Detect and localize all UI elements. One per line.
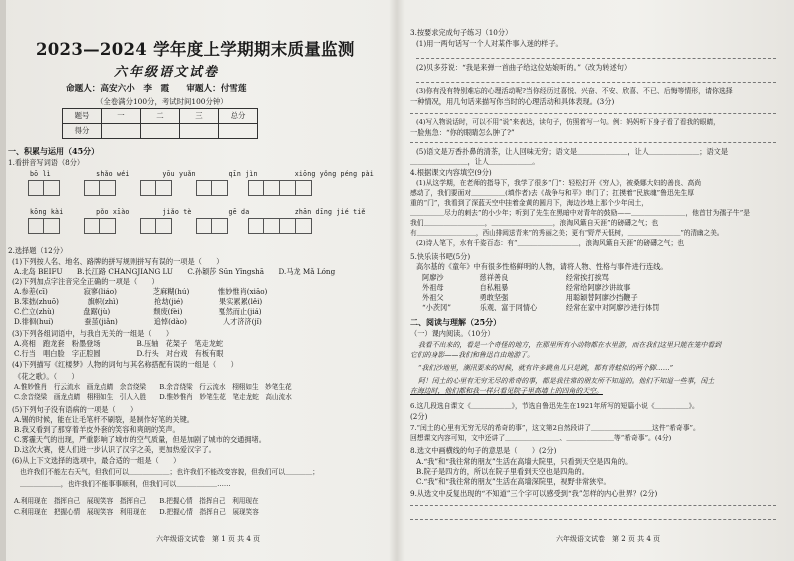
question-line: A.利用现在 指挥自己 展现笑容 指挥自己 B.把握心情 指挥自己 利用现在 <box>14 497 259 505</box>
answer-box[interactable] <box>264 218 280 234</box>
answer-box[interactable] <box>248 180 264 196</box>
pinyin: bō lì <box>30 170 51 178</box>
score-cell[interactable] <box>102 124 141 139</box>
answer-box[interactable] <box>140 218 156 234</box>
page-footer: 六年级语文试卷 第 1 页 共 4 页 <box>156 535 261 543</box>
section-2-heading: 二、阅读与理解（25分） <box>410 317 502 327</box>
question-5: 5.快乐读书吧(5分) <box>410 252 471 261</box>
answer-box[interactable] <box>28 218 44 234</box>
page-footer: 六年级语文试卷 第 2 页 共 4 页 <box>556 535 661 543</box>
reading-line: 阿！闰土的心里有无穷无尽的希奇的事，都是我往常的朋友所不知道的。他们不知道一些事，闰土 <box>418 377 715 385</box>
answer-box[interactable] <box>280 180 296 196</box>
question-4: 4.根据课文内容填空(9分) <box>410 168 492 177</box>
question-line: 有＿＿＿＿＿＿＿＿＿，西山排闼送青来”的秀丽之美；更有“野芹天低树，＿＿＿＿＿＿＿＿”的清幽之美。 <box>410 229 724 237</box>
pinyin: qīn jìn <box>228 170 258 178</box>
question-line: 6.这几段选自课文《＿＿＿＿＿＿》，节选自鲁迅先生在1921年所写的短篇小说《＿＿＿＿＿》。 <box>410 402 699 410</box>
question-2: 2.选择题（12分） <box>8 246 68 255</box>
matching-row: 阿廖沙 慈祥善良 经常挨打挨骂 <box>422 273 609 282</box>
question-line: 感动了，我们要面对＿＿＿＿＿(填作者)去《战争与和平》串门了；扛摸着“民族魂”鲁迅先生厚 <box>410 189 695 197</box>
matching-row: 外祖父 勇敢坚强 用聪颖替阿廖沙挡鞭子 <box>422 293 638 302</box>
answer-box[interactable] <box>84 180 100 196</box>
question-line: A.惟妙惟肖 行云流水 画龙点睛 余音绕梁 B.余音绕梁 行云流水 栩栩如生 妙笔生花 <box>14 383 292 391</box>
question-line: 7.“闰土的心里有无穷无尽的希奇的事”，这文第2自然段讲了＿＿＿＿＿＿＿＿＿这件“希奇事”。 <box>410 424 700 432</box>
question-line: (2)下列加点字注音完全正确的一项是（ ） <box>12 277 159 286</box>
pinyin: xiōng yǒng péng pài <box>294 170 374 178</box>
score-header: 一 <box>102 109 141 124</box>
answer-boxes-row-2 <box>28 218 312 234</box>
question-1: 1.看拼音写词语（8分） <box>8 158 85 167</box>
option-line: A.“我”和“我往常的朋友”生活在高墙大院里，只看到天空是四角的。 <box>416 457 633 466</box>
score-header: 三 <box>180 109 219 124</box>
answer-line[interactable] <box>416 82 776 83</box>
page-2 <box>406 0 790 561</box>
score-cell[interactable] <box>180 124 219 139</box>
answer-box[interactable] <box>280 218 296 234</box>
question-line: A.锡的时候，能在让毛笔杆不刷裂，是制作好笔的关键。 <box>14 415 194 424</box>
option-line: B.院子是四方的，所以在院子里看到天空也是四角的。 <box>416 467 589 476</box>
question-line: (2)诗人笔下，水有千姿百态：有“＿＿＿＿＿＿＿＿＿，浪淘风簸自天涯”的磅礴之气；也 <box>416 239 685 247</box>
question-line: 9.从选文中反复出现的“不知道”三个字可以感受到“我”怎样的内心世界？(2分) <box>410 489 658 498</box>
answer-line[interactable] <box>410 113 776 114</box>
question-line: (6)从上下文选择的选项中，最合适的一组是（ ） <box>12 456 181 465</box>
answer-line[interactable] <box>410 142 776 143</box>
question-line: 一脸焦急：“你的眼睛怎么肿了?” <box>410 128 515 137</box>
question-line: 回想课文内容可知，文中还讲了＿＿＿＿＿＿＿＿、＿＿＿＿＿＿＿等“希奇事”。(4分) <box>410 434 672 442</box>
exam-title: 2023—2024 学年度上学期期末质量监测 <box>36 40 355 59</box>
question-line: 我们＿＿＿＿＿＿＿＿＿，＿＿＿＿＿＿＿＿＿，浪淘风簸自天涯”的磅礴之气；也 <box>410 219 659 227</box>
exam-subtitle: 六年级语文试卷 <box>114 65 220 80</box>
reading-line: 它们的身影——我们和鲁迅自由地游了。 <box>410 351 535 359</box>
answer-box[interactable] <box>140 180 156 196</box>
question-line: A.亮相 跑龙套 粉墨登场 B.压轴 花架子 笔走龙蛇 <box>14 339 224 348</box>
reading-line: 在海边时，他们都和我一样只看见院子里高墙上的四角的天空。 <box>410 387 603 395</box>
question-line: (5)语文是万香扑鼻的清茶，让人回味无穷；语文是＿＿＿＿＿＿＿，让人＿＿＿＿＿＿＿；语文是 <box>416 147 729 156</box>
exam-note: （全卷满分100分，考试时间100分钟） <box>96 97 228 106</box>
answer-line[interactable] <box>410 505 776 506</box>
score-table <box>62 108 258 139</box>
question-line: B.笨拙(zhuō) 旗帜(zhì) 抢劫(jié) 果实累累(lěi) <box>14 297 263 306</box>
question-line: C.行当 唱白脸 字正腔圆 D.行头 对台戏 有板有眼 <box>14 349 224 358</box>
option-line: C.“我”和“我往常的朋友”生活在高墙深院里，视野非常狭窄。 <box>416 477 611 486</box>
reading-heading: （一）课内阅读。（10分） <box>410 329 495 338</box>
answer-box[interactable] <box>156 180 172 196</box>
pinyin: zhān dīng jié tiě <box>294 208 366 216</box>
pinyin-row-2 <box>30 208 366 216</box>
score-header: 题号 <box>63 109 102 124</box>
answer-box[interactable] <box>264 180 280 196</box>
reading-line: 我看不出来的，看是一个奇怪的地方，在那里所有小动物都在水里游，而在我们这里只能在笼中看到 <box>418 341 722 349</box>
answer-line[interactable] <box>410 519 776 520</box>
fill-in-line: 也许我们不能左右天气，但我们可以＿＿＿＿＿＿；也许我们不能改变容貌，但我们可以＿＿＿＿； <box>20 468 320 476</box>
question-line: C.利用现在 把握心情 展现笑容 利用现在 D.把握心情 指挥自己 展现笑容 <box>14 508 259 516</box>
score-header: 总分 <box>219 109 258 124</box>
answer-box[interactable] <box>100 218 116 234</box>
question-line: (5)下列句子没有语病的一项是（ ） <box>12 405 138 414</box>
page-1 <box>6 0 398 561</box>
question-line: 一种情况，用几句话来描写你当时的心理活动和具体表现。(3分) <box>410 97 615 106</box>
score-cell[interactable] <box>219 124 258 139</box>
pinyin: jiǎo tè <box>162 208 192 216</box>
pinyin-row-1 <box>30 170 374 178</box>
fill-in-line: ＿＿＿＿＿＿，也许我们不能事事顺利，但我们可以＿＿＿＿＿＿…… <box>20 480 231 488</box>
question-line: (1)下列按人名、地名、路牌的拼写规则拼写有误的一项是（ ） <box>12 257 224 266</box>
question-line: C.雾霾天气的出现，严重影响了城市的空气质量，但是加剧了城市的交通拥堵。 <box>14 435 266 444</box>
question-line: 《花之歌》。（ ） <box>14 372 79 381</box>
question-line: B.我又看到了那穿着羊皮外套的笑容和爽朗的笑声。 <box>14 425 180 434</box>
question-line: (4)下列描写《红楼梦》人物的词句与其名称搭配有误的一组是（ ） <box>12 360 238 369</box>
pinyin: shǎo wéi <box>96 170 130 178</box>
question-line: (1)从这学期，在老师的指导下，我学了很多“门”：轻松打开《穷人》，被桑娜大妇的善良、高尚 <box>416 179 702 187</box>
answer-boxes-row-1 <box>28 180 312 196</box>
matching-row: 外祖母 自私粗暴 经常给阿廖沙讲故事 <box>422 283 631 292</box>
answer-box[interactable] <box>156 218 172 234</box>
pinyin: yōu yuǎn <box>162 170 196 178</box>
score-row-label: 得分 <box>63 124 102 139</box>
answer-box[interactable] <box>296 180 312 196</box>
answer-box[interactable] <box>212 218 228 234</box>
question-line: A.参差(cī) 寂寥(liáo) 芝麻糊(hú) 惟妙惟肖(xiāo) <box>14 287 268 296</box>
question-line: (2)贝多芬说：“我是来弹一首曲子给这位姑娘听的。”（改为转述句） <box>416 63 632 72</box>
answer-box[interactable] <box>248 218 264 234</box>
score-header: 二 <box>141 109 180 124</box>
question-line: D.这次大赛，使人们进一步认识了汉字之美，更加热爱汉字了。 <box>14 445 216 454</box>
pinyin: kōng kài <box>30 208 64 216</box>
question-line: D.徘徊(huí) 蚕茧(jiǎn) 追悼(dào) 人才济济(jǐ) <box>14 317 262 326</box>
pinyin: pǒo xīào <box>96 208 130 216</box>
pinyin: gē da <box>228 208 250 216</box>
question-line: ＿＿＿＿＿＿＿＿，让人＿＿＿＿＿＿。 <box>410 157 540 166</box>
answer-box[interactable] <box>212 180 228 196</box>
score-cell[interactable] <box>141 124 180 139</box>
answer-box[interactable] <box>196 218 212 234</box>
answer-box[interactable] <box>28 180 44 196</box>
question-line: 8.选文中画横线的句子的意思是（ ）(2分) <box>410 446 557 455</box>
question-line: (3)下列各组词语中，与我自无关的一组是（ ） <box>12 329 174 338</box>
reading-line: “我们沙地里，潮汛要来的时候，就有许多跳鱼儿只是跳，都有青蛙似的两个脚……” <box>418 364 674 372</box>
answer-box[interactable] <box>44 218 60 234</box>
question-line: (3)你有没有特别难忘的心理活动呢?当你经历过喜悦、兴奋、不安、欣喜、不已、后悔等情形，请你选择 <box>416 87 733 95</box>
question-line: (2分) <box>410 412 428 421</box>
question-line: C.余音绕梁 画龙点睛 栩栩如生 引人入胜 D.惟妙惟肖 妙笔生花 笔走龙蛇 高山流水 <box>14 393 292 401</box>
question-line: 重的“门”，我看到了深蓝天空中挂着金黄的圆月下，海边沙地上那个少年闰土， <box>410 199 649 207</box>
answer-box[interactable] <box>100 180 116 196</box>
section-1-heading: 一、积累与运用（45分） <box>8 146 100 156</box>
exam-authors: 命题人：高安六小 李 霞 审题人：付雪莲 <box>66 84 247 94</box>
answer-box[interactable] <box>196 180 212 196</box>
answer-line[interactable] <box>416 58 776 59</box>
question-line: A.北岛 BEIFU B.长江路 CHANGJIANG LU C.孙颖莎 Sūn Yǐngshā D.马龙 Mǎ Lóng <box>14 267 336 276</box>
matching-row: “小茨冈” 乐观、富于同情心 经常在家中对阿廖沙进行体罚 <box>422 303 660 312</box>
question-line: 高尔基的《童年》中有很多性格鲜明的人物，请将人物、性格与事件进行连线。 <box>416 262 668 271</box>
question-line: ＿＿＿＿＿尽力的刺去”的小少年；听到了先生在黑暗中对青年的鼓励——＿＿＿＿＿＿＿＿，他首甘为孺子牛”是 <box>410 209 750 217</box>
answer-box[interactable] <box>296 218 312 234</box>
answer-box[interactable] <box>44 180 60 196</box>
answer-box[interactable] <box>84 218 100 234</box>
question-line: C.伫立(zhù) 盘踞(jù) 颓废(fèi) 戛然而止(jiá) <box>14 307 262 316</box>
question-line: (4)写入物说话时，可以不用“说”来表达，读句子，仿照着写一句。例：妈妈听下身子看了看我的眼睛， <box>416 118 720 126</box>
question-3: 3.按要求完成句子练习（10分） <box>410 28 513 37</box>
question-line: (1)用一两句话写一个人对某件事入迷的样子。 <box>416 39 563 48</box>
